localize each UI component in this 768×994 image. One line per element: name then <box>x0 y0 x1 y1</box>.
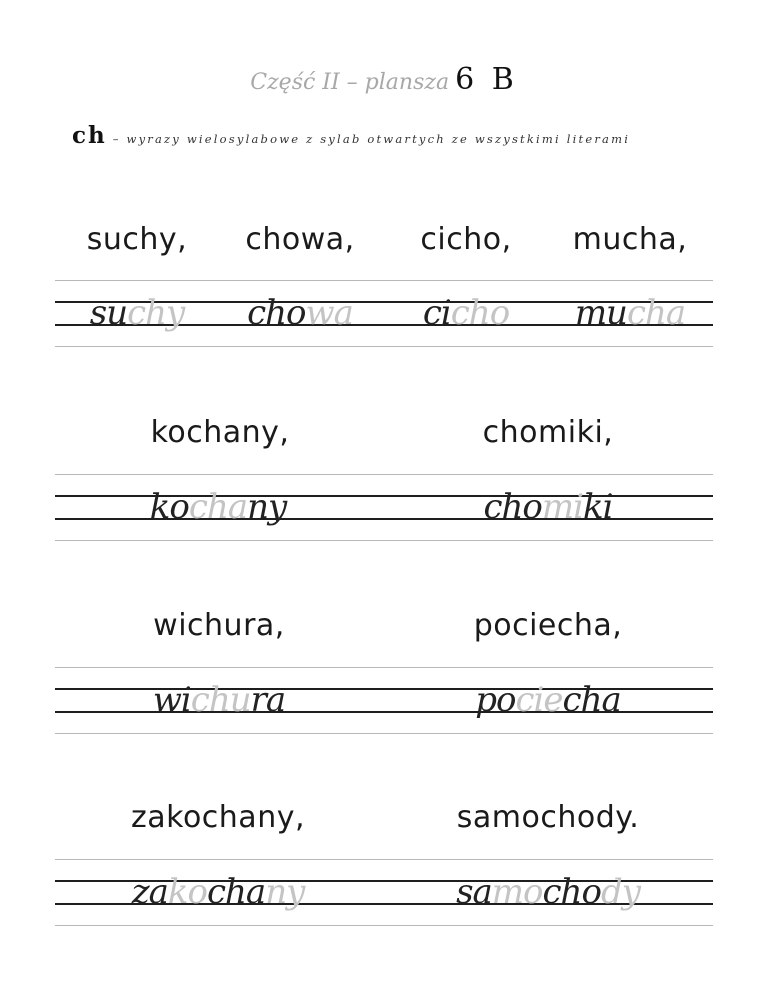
printed-word: chomiki, <box>482 415 614 450</box>
printed-word: kochany, <box>150 415 290 450</box>
cursive-word <box>149 487 287 527</box>
cursive-segment: cho <box>542 872 601 912</box>
cursive-segment: sa <box>456 872 492 912</box>
printed-word: mucha, <box>572 222 688 257</box>
printed-word: samochody. <box>456 800 640 835</box>
cursive-segment: ny <box>247 487 287 527</box>
trace-segment: mi <box>541 487 584 527</box>
cursive-segment: po <box>475 680 516 720</box>
trace-segment: ko <box>167 872 207 912</box>
exercise-subtitle <box>72 122 712 149</box>
cursive-segment: ci <box>422 293 451 333</box>
trace-segment: chy <box>127 293 185 333</box>
cursive-segment: cha <box>562 680 621 720</box>
trace-segment: cha <box>626 293 686 333</box>
cursive-word <box>483 487 613 527</box>
trace-segment: cho <box>450 293 510 333</box>
cursive-segment: cho <box>483 487 542 527</box>
cursive-segment: mu <box>574 293 627 333</box>
cursive-segment: ko <box>149 487 189 527</box>
cursive-segment: su <box>89 293 128 333</box>
cursive-segment: cha <box>206 872 266 912</box>
printed-word: zakochany, <box>131 800 305 835</box>
cursive-segment: ki <box>583 487 613 527</box>
trace-segment: dy <box>600 872 640 912</box>
trace-segment: chu <box>190 680 251 720</box>
page-header <box>0 62 768 97</box>
printed-word: pociecha, <box>473 608 623 643</box>
trace-segment: cha <box>188 487 248 527</box>
cursive-word <box>152 680 286 720</box>
cursive-word <box>574 293 686 333</box>
board-number: 6 B <box>455 62 518 97</box>
trace-segment: mo <box>491 872 543 912</box>
cursive-word <box>247 293 353 333</box>
cursive-segment: ra <box>250 680 286 720</box>
cursive-segment: cho <box>247 293 306 333</box>
part-label: Część II – plansza <box>250 70 450 95</box>
cursive-word <box>89 293 185 333</box>
printed-word: cicho, <box>420 222 512 257</box>
cursive-word <box>475 680 621 720</box>
cursive-word <box>456 872 640 912</box>
trace-segment: ny <box>265 872 305 912</box>
exercise-letter: ch <box>72 122 107 149</box>
cursive-segment: wi <box>152 680 191 720</box>
printed-word: chowa, <box>245 222 355 257</box>
cursive-segment: za <box>131 872 168 912</box>
cursive-word <box>422 293 510 333</box>
trace-segment: wa <box>305 293 353 333</box>
printed-word: suchy, <box>86 222 188 257</box>
printed-word: wichura, <box>153 608 285 643</box>
cursive-word <box>131 872 305 912</box>
exercise-description: – wyrazy wielosylabowe z sylab otwartych ze wszystkimi literami <box>112 132 631 146</box>
trace-segment: cie <box>515 680 563 720</box>
